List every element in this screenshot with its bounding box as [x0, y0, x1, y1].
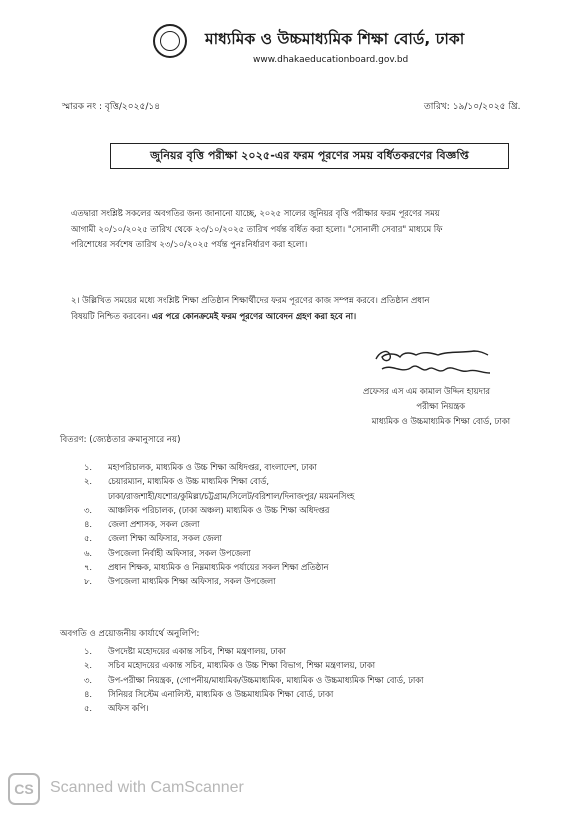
notice-subject-text: জুনিয়র বৃত্তি পরীক্ষা ২০২৫-এর ফরম পূরণের সময় বর্ধিতকরণের বিজ্ঞপ্তি: [150, 148, 469, 162]
paragraph-2-line: ২। উল্লিখিত সময়ের মধ্যে সংশ্লিষ্ট শিক্ষা প্রতিষ্ঠান শিক্ষার্থীদের ফরম পূরণের কাজ সম্পন্ন করবে। প্রতিষ্ঠান প্রধান: [71, 295, 430, 305]
camscanner-logo-icon: CS: [8, 773, 40, 805]
list-item-number: ৮.: [84, 576, 93, 587]
paragraph-2-warning: এর পরে কোনক্রমেই ফরম পূরণের আবেদন গ্রহণ করা হবে না।: [151, 310, 357, 321]
notice-subject: [110, 143, 509, 169]
signer-designation: পরীক্ষা নিয়ন্ত্রক: [416, 401, 465, 411]
paragraph-2-text: বিষয়টি নিশ্চিত করবেন।: [71, 310, 152, 321]
list-item: [84, 546, 354, 560]
signer-office: মাধ্যমিক ও উচ্চমাধ্যমিক শিক্ষা বোর্ড, ঢাকা: [371, 416, 510, 426]
list-item: [84, 673, 423, 687]
signer-name: প্রফেসর এস এম কামাল উদ্দিন হায়দার: [362, 386, 490, 396]
list-item-continuation: [84, 489, 354, 503]
list-item-text: মহাপরিচালক, মাধ্যমিক ও উচ্চ শিক্ষা অধিদপ্তর, বাংলাদেশ, ঢাকা: [108, 462, 317, 472]
list-item-text: ঢাকা/রাজশাহী/যশোর/কুমিল্লা/চট্টগ্রাম/সিলেট/বরিশাল/দিনাজপুর/ ময়মনসিংহ: [108, 490, 355, 501]
list-item-text: প্রধান শিক্ষক, মাধ্যমিক ও নিম্নমাধ্যমিক পর্যায়ের সকল শিক্ষা প্রতিষ্ঠান: [108, 562, 329, 573]
list-item: [84, 701, 423, 715]
camscanner-watermark: Scanned with CamScanner: [50, 779, 244, 796]
distribution-list: [84, 460, 354, 589]
list-item-text: চেয়ারম্যান, মাধ্যমিক ও উচ্চ মাধ্যমিক শিক্ষা বোর্ড,: [108, 476, 270, 487]
list-item-text: জেলা প্রশাসক, সকল জেলা: [108, 519, 200, 530]
list-item-text: উপদেষ্টা মহোদয়ের একান্ত সচিব, শিক্ষা মন্ত্রণালয়, ঢাকা: [108, 646, 286, 656]
board-seal-icon: [153, 24, 187, 58]
list-item-text: সিনিয়র সিস্টেম এনালিস্ট, মাধ্যমিক ও উচ্চমাধ্যমিক শিক্ষা বোর্ড, ঢাকা: [108, 688, 334, 699]
list-item-number: ৬.: [84, 547, 93, 558]
signature-image: [372, 343, 494, 381]
paragraph-1-line: পরিশোধের সর্বশেষ তারিখ ২৩/১০/২০২৫ পর্যন্ত পুনঃনির্ধারণ করা হলো।: [71, 239, 308, 249]
website-url: www.dhakaeducationboard.gov.bd: [253, 55, 409, 65]
list-item-number: ১.: [84, 462, 93, 472]
paragraph-2-line: [71, 309, 429, 325]
list-item-number: ২.: [84, 476, 93, 487]
list-item: [84, 460, 354, 474]
copy-to-list: [84, 644, 423, 715]
list-item-number: ৩.: [84, 504, 93, 515]
list-item-text: উপজেলা মাধ্যমিক শিক্ষা অফিসার, সকল উপজেলা: [108, 576, 276, 587]
list-item-text: উপজেলা নির্বাহী অফিসার, সকল উপজেলা: [108, 547, 251, 558]
list-item-text: আঞ্চলিক পরিচালক, (ঢাকা অঞ্চল) মাধ্যমিক ও উচ্চ শিক্ষা অধিদপ্তর: [108, 504, 330, 515]
list-item-number: ৭.: [84, 562, 93, 573]
paragraph-1-line: আগামী ২০/১০/২০২৫ তারিখ থেকে ২৩/১০/২০২৫ তারিখ পর্যন্ত বর্ধিত করা হলো। "সোনালী সেবার" মাধ্যমে ফি: [71, 223, 443, 234]
list-item: [84, 574, 354, 588]
list-item-number: ৪.: [84, 688, 93, 699]
list-item: [84, 474, 354, 488]
list-item-text: উপ-পরীক্ষা নিয়ন্ত্রক, (গোপনীয়/মাধ্যমিক/উচ্চমাধ্যমিক, মাধ্যমিক ও উচ্চমাধ্যমিক শিক্ষা বোর্ড, ঢাকা: [108, 674, 424, 685]
list-item: [84, 560, 354, 574]
paragraph-2: [71, 293, 429, 324]
list-item: [84, 517, 354, 531]
list-item-text: অফিস কপি।: [108, 703, 149, 714]
list-item: [84, 687, 423, 701]
list-item: [84, 531, 354, 545]
list-item: [84, 503, 354, 517]
board-name: মাধ্যমিক ও উচ্চমাধ্যমিক শিক্ষা বোর্ড, ঢাকা: [205, 30, 465, 48]
memo-number: স্মারক নং : বৃত্তি/২০২৫/১৪: [62, 102, 161, 112]
list-item-number: ৫.: [84, 533, 93, 544]
list-item-number: ৪.: [84, 519, 93, 530]
paragraph-1: [71, 206, 442, 253]
issue-date: তারিখ: ১৯/১০/২০২৫ খ্রি.: [424, 102, 521, 112]
list-item-text: জেলা শিক্ষা অফিসার, সকল জেলা: [108, 533, 222, 544]
list-item: [84, 658, 423, 672]
copy-to-heading: অবগতি ও প্রয়োজনীয় কার্যার্থে অনুলিপি:: [60, 629, 200, 639]
list-item-number: ৩.: [84, 674, 93, 685]
list-item-number: ৫.: [84, 703, 93, 714]
paragraph-1-line: এতদ্বারা সংশ্লিষ্ট সকলের অবগতির জন্য জানানো যাচ্ছে, ২০২৫ সালের জুনিয়র বৃত্তি পরীক্ষার ফরম পূরণের সময়: [71, 208, 440, 218]
list-item-text: সচিব মহোদয়ের একান্ত সচিব, মাধ্যমিক ও উচ্চ শিক্ষা বিভাগ, শিক্ষা মন্ত্রণালয়, ঢাকা: [108, 660, 376, 671]
list-item-number: ২.: [84, 660, 93, 671]
list-item-number: ১.: [84, 646, 93, 656]
list-item: [84, 644, 423, 658]
distribution-heading: বিতরণ: (জ্যেষ্ঠতার ক্রমানুসারে নয়): [60, 435, 181, 445]
